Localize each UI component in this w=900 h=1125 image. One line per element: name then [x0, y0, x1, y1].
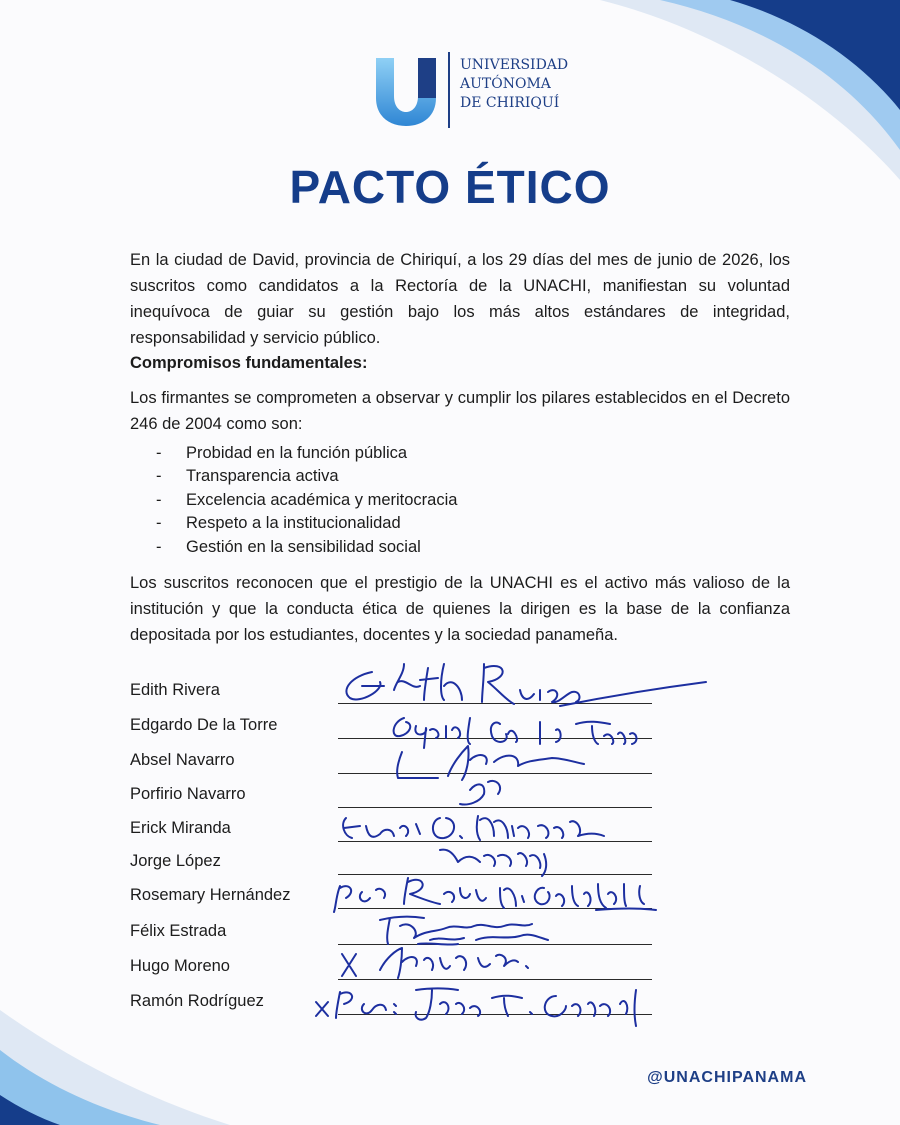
- list-item: - Gestión en la sensibilidad social: [156, 537, 421, 556]
- signature-line: [338, 807, 652, 808]
- signature-line: [338, 1014, 652, 1015]
- signatory-name: Porfirio Navarro: [130, 785, 246, 803]
- signature-line: [338, 944, 652, 945]
- social-handle: @UNACHIPANAMA: [647, 1069, 807, 1086]
- university-name-line-3: DE CHIRIQUÍ: [460, 95, 560, 111]
- intro-paragraph: En la ciudad de David, provincia de Chiriquí, a los 29 días del mes de junio de 2026, los suscritos como candidatos a la Rectoría de la UNACHI, manifiestan su voluntad inequívoca de guiar su gestión bajo los más altos estándares de integridad, responsabilidad y servicio público.: [130, 251, 790, 347]
- signature-row: [0, 922, 900, 956]
- signature-row: [0, 852, 900, 886]
- signatory-name: Edith Rivera: [130, 681, 220, 699]
- signature-line: [338, 738, 652, 739]
- list-item: - Excelencia académica y meritocracia: [156, 490, 458, 509]
- commitments-paragraph: Los firmantes se comprometen a observar y cumplir los pilares establecidos en el Decreto 246 de 2004 como son:: [130, 389, 790, 433]
- list-item: - Transparencia activa: [156, 467, 339, 486]
- signatory-name: Rosemary Hernández: [130, 886, 291, 904]
- signatory-name: Absel Navarro: [130, 751, 235, 769]
- signatory-name: Edgardo De la Torre: [130, 716, 278, 734]
- signature-line: [338, 979, 652, 980]
- university-name-line-2: AUTÓNOMA: [460, 76, 551, 92]
- signatory-name: Félix Estrada: [130, 922, 227, 940]
- signature-line: [338, 908, 652, 909]
- signatory-name: Erick Miranda: [130, 819, 231, 837]
- signatory-name: Hugo Moreno: [130, 957, 230, 975]
- university-name-line-1: UNIVERSIDAD: [460, 57, 569, 73]
- signature-line: [338, 773, 652, 774]
- signatory-name: Jorge López: [130, 852, 221, 870]
- signature-row: [0, 819, 900, 853]
- signature-line: [338, 703, 652, 704]
- signature-row: [0, 785, 900, 819]
- commitments-heading: Compromisos fundamentales:: [130, 354, 368, 372]
- signatory-name: Ramón Rodríguez: [130, 992, 264, 1010]
- signature-row: [0, 751, 900, 785]
- signature-row: [0, 957, 900, 991]
- signature-row: [0, 681, 900, 715]
- signature-row: [0, 992, 900, 1026]
- signature-line: [338, 841, 652, 842]
- page-title: PACTO ÉTICO: [289, 161, 611, 213]
- list-item: - Respeto a la institucionalidad: [156, 514, 401, 533]
- signature-row: [0, 886, 900, 920]
- list-item: - Probidad en la función pública: [156, 444, 408, 462]
- signature-row: [0, 716, 900, 750]
- signature-line: [338, 874, 652, 875]
- closing-paragraph: Los suscritos reconocen que el prestigio de la UNACHI es el activo más valioso de la institución y que la conducta ética de quienes la dirigen es la base de la confianza depositada por los estudiantes, docentes y la sociedad panameña.: [130, 574, 790, 644]
